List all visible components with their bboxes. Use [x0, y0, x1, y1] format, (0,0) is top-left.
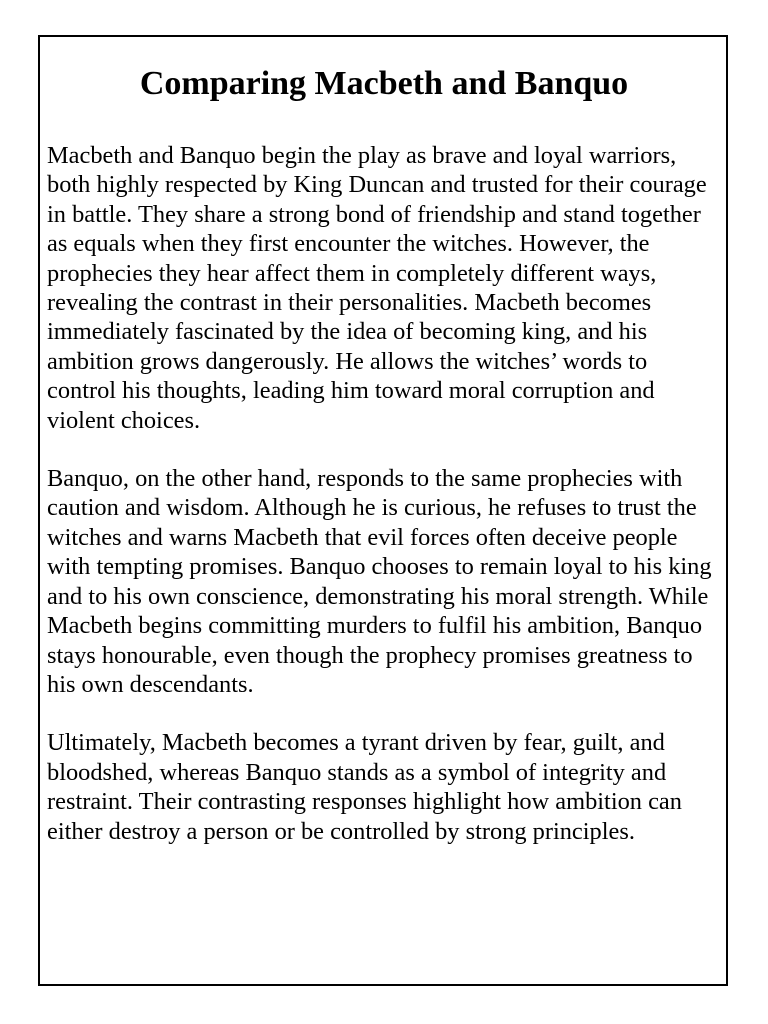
paragraph-2: Banquo, on the other hand, responds to the same prophecies with caution and wisdom. Although he is curious, he refuses to trust the witches and warns Macbeth that evil forces often deceive people with tempting promises. Banquo chooses to remain loyal to his king and to his own conscience, demonstrating his moral strength. While Macbeth begins committing murders to fulfil his ambition, Banquo stays honourable, even though the prophecy promises greatness to his own descendants.	[47, 465, 712, 698]
document-body	[47, 141, 722, 875]
document-title: Comparing Macbeth and Banquo	[139, 65, 629, 102]
paragraph-1: Macbeth and Banquo begin the play as brave and loyal warriors, both highly respected by King Duncan and trusted for their courage in battle. They share a strong bond of friendship and stand together as equals when they first encounter the witches. However, the prophecies they hear affect them in completely different ways, revealing the contrast in their personalities. Macbeth becomes immediately fascinated by the idea of becoming king, and his ambition grows dangerously. He allows the witches’ words to control his thoughts, leading him toward moral corruption and violent choices.	[47, 142, 707, 434]
paragraph-3: Ultimately, Macbeth becomes a tyrant driven by fear, guilt, and bloodshed, whereas Banquo stands as a symbol of integrity and restraint. Their contrasting responses highlight how ambition can either destroy a person or be controlled by strong principles.	[47, 729, 682, 845]
